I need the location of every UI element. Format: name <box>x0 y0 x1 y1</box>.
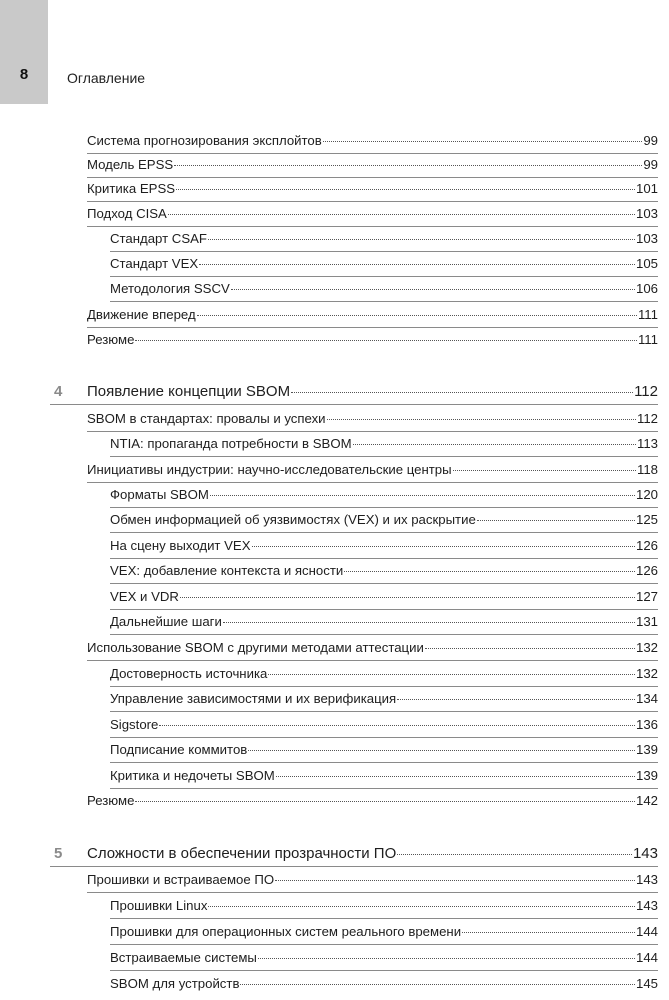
toc-entry-title: SBOM в стандартах: провалы и успехи <box>87 411 326 426</box>
toc-entry-title: Появление концепции SBOM <box>87 383 291 400</box>
toc-entry <box>87 132 658 150</box>
toc-entry-title: Стандарт CSAF <box>110 231 207 246</box>
toc-entry-page: 103 <box>635 206 658 221</box>
dot-leader <box>327 419 636 420</box>
toc-entry-title: Движение вперед <box>87 307 196 322</box>
toc-entry-title: Методология SSCV <box>110 281 230 296</box>
toc-entry <box>87 331 658 349</box>
dot-leader <box>180 597 635 598</box>
toc-entry-page: 144 <box>635 950 658 965</box>
toc-entry <box>87 639 658 657</box>
toc-entry-page: 120 <box>635 487 658 502</box>
dot-leader <box>291 392 633 393</box>
dot-leader <box>208 906 635 907</box>
toc-entry-page: 118 <box>636 462 658 477</box>
entry-separator <box>50 404 658 405</box>
dot-leader <box>231 289 635 290</box>
toc-entry-page: 142 <box>635 793 658 808</box>
toc-entry-page: 139 <box>635 742 658 757</box>
toc-entry-page: 103 <box>635 231 658 246</box>
dot-leader <box>323 141 643 142</box>
toc-entry <box>87 461 658 479</box>
entry-separator <box>110 788 658 789</box>
toc-entry-title: Достоверность источника <box>110 666 268 681</box>
dot-leader <box>462 932 635 933</box>
toc-entry-title: Инициативы индустрии: научно-исследовательские центры <box>87 462 452 477</box>
entry-separator <box>110 583 658 584</box>
toc-entry <box>110 767 658 785</box>
toc-entry-page: 143 <box>635 898 658 913</box>
toc-entry <box>87 410 658 428</box>
toc-entry-title: Система прогнозирования эксплойтов <box>87 133 322 148</box>
dot-leader <box>477 520 635 521</box>
page-number: 8 <box>19 66 29 83</box>
entry-separator <box>110 532 658 533</box>
toc-entry <box>110 716 658 734</box>
entry-separator <box>110 762 658 763</box>
entry-separator <box>87 327 658 328</box>
toc-entry-page: 111 <box>637 332 658 347</box>
entry-separator <box>87 177 658 178</box>
entry-separator <box>87 892 658 893</box>
toc-entry-title: Обмен информацией об уязвимостях (VEX) и их раскрытие <box>110 512 476 527</box>
toc-entry-page: 145 <box>635 976 658 991</box>
toc-entry-page: 101 <box>635 181 658 196</box>
dot-leader <box>223 622 635 623</box>
entry-separator <box>110 737 658 738</box>
toc-entry-page: 112 <box>636 411 658 426</box>
dot-leader <box>176 189 635 190</box>
toc-entry-page: 99 <box>643 133 658 148</box>
toc-entry-page: 134 <box>635 691 658 706</box>
toc-entry <box>110 690 658 708</box>
toc-entry-page: 136 <box>635 717 658 732</box>
toc-entry-title: Прошивки и встраиваемое ПО <box>87 872 275 887</box>
toc-entry-page: 132 <box>635 666 658 681</box>
entry-separator <box>110 686 658 687</box>
running-title: Оглавление <box>67 70 146 86</box>
entry-separator <box>87 431 658 432</box>
dot-leader <box>276 776 635 777</box>
toc-entry-page: 131 <box>635 614 658 629</box>
toc-entry-title: Критика и недочеты SBOM <box>110 768 275 783</box>
entry-separator <box>110 507 658 508</box>
entry-separator <box>110 918 658 919</box>
dot-leader <box>159 725 635 726</box>
entry-separator <box>50 866 658 867</box>
toc-entry-title: NTIA: пропаганда потребности в SBOM <box>110 436 352 451</box>
toc-entry-title: SBOM для устройств <box>110 976 240 991</box>
dot-leader <box>258 958 635 959</box>
toc-entry <box>110 741 658 759</box>
dot-leader <box>199 264 635 265</box>
toc-entry <box>110 975 658 993</box>
entry-separator <box>87 482 658 483</box>
toc-entry <box>110 613 658 631</box>
dot-leader <box>453 470 636 471</box>
toc-entry-page: 105 <box>635 256 658 271</box>
dot-leader <box>208 239 635 240</box>
dot-leader <box>275 880 635 881</box>
toc-entry-page: 99 <box>643 157 658 172</box>
toc-entry-title: Критика EPSS <box>87 181 176 196</box>
toc-entry <box>87 180 658 198</box>
toc-entry-title: Управление зависимостями и их верификация <box>110 691 397 706</box>
entry-separator <box>110 970 658 971</box>
chapter-number: 4 <box>54 383 63 400</box>
toc-entry <box>110 486 658 504</box>
entry-separator <box>87 153 658 154</box>
dot-leader <box>135 340 637 341</box>
toc-entry-title: На сцену выходит VEX <box>110 538 251 553</box>
toc-entry-title: Модель EPSS <box>87 157 174 172</box>
entry-separator <box>87 226 658 227</box>
toc-entry <box>87 871 658 889</box>
toc-entry <box>110 280 658 298</box>
toc-entry <box>87 792 658 810</box>
entry-separator <box>110 711 658 712</box>
dot-leader <box>248 750 635 751</box>
toc-entry <box>110 255 658 273</box>
dot-leader <box>268 674 635 675</box>
toc-entry <box>110 435 658 453</box>
toc-entry-title: Встраиваемые системы <box>110 950 257 965</box>
entry-separator <box>110 558 658 559</box>
entry-separator <box>110 634 658 635</box>
toc-entry-title: VEX и VDR <box>110 589 179 604</box>
toc-entry-page: 126 <box>635 538 658 553</box>
toc-entry-page: 143 <box>632 845 658 862</box>
toc-entry <box>110 897 658 915</box>
toc-entry-title: Дальнейшие шаги <box>110 614 222 629</box>
dot-leader <box>353 444 636 445</box>
entry-separator <box>110 609 658 610</box>
toc-entry-page: 127 <box>635 589 658 604</box>
toc-entry-page: 125 <box>635 512 658 527</box>
toc-entry <box>110 562 658 580</box>
entry-separator <box>110 456 658 457</box>
toc-entry-title: Прошивки для операционных систем реального времени <box>110 924 462 939</box>
toc-entry-title: Прошивки Linux <box>110 898 208 913</box>
entry-separator <box>87 201 658 202</box>
toc-entry <box>110 949 658 967</box>
dot-leader <box>425 648 635 649</box>
dot-leader <box>135 801 635 802</box>
toc-entry <box>110 923 658 941</box>
dot-leader <box>210 495 635 496</box>
dot-leader <box>252 546 635 547</box>
entry-separator <box>110 301 658 302</box>
toc-entry-page: 113 <box>636 436 658 451</box>
toc-entry-title: Использование SBOM с другими методами аттестации <box>87 640 424 655</box>
dot-leader <box>240 984 635 985</box>
entry-separator <box>87 660 658 661</box>
toc-entry <box>87 156 658 174</box>
toc-entry-page: 143 <box>635 872 658 887</box>
toc-entry-title: Сложности в обеспечении прозрачности ПО <box>87 845 397 862</box>
toc-entry-title: Sigstore <box>110 717 159 732</box>
toc-chapter-entry <box>87 845 658 863</box>
toc-entry <box>110 511 658 529</box>
toc-entry-title: Подход CISA <box>87 206 167 221</box>
entry-separator <box>110 276 658 277</box>
page-number-tab <box>0 0 48 104</box>
chapter-number: 5 <box>54 845 63 862</box>
toc-entry-page: 111 <box>637 307 658 322</box>
toc-entry-page: 139 <box>635 768 658 783</box>
toc-chapter-entry <box>87 383 658 401</box>
toc-entry <box>110 588 658 606</box>
dot-leader <box>397 699 635 700</box>
dot-leader <box>197 315 637 316</box>
toc-entry <box>87 306 658 324</box>
toc-entry-title: Резюме <box>87 332 135 347</box>
dot-leader <box>168 214 635 215</box>
toc-entry <box>110 665 658 683</box>
toc-entry <box>110 537 658 555</box>
dot-leader <box>397 854 632 855</box>
dot-leader <box>174 165 642 166</box>
dot-leader <box>344 571 635 572</box>
toc-entry-page: 112 <box>634 383 658 400</box>
entry-separator <box>110 251 658 252</box>
toc-entry-title: Стандарт VEX <box>110 256 199 271</box>
toc-entry <box>87 205 658 223</box>
toc-entry-page: 106 <box>635 281 658 296</box>
toc-entry-page: 144 <box>635 924 658 939</box>
entry-separator <box>110 944 658 945</box>
toc-entry-title: VEX: добавление контекста и ясности <box>110 563 344 578</box>
toc-entry <box>110 230 658 248</box>
toc-entry-title: Подписание коммитов <box>110 742 248 757</box>
toc-entry-page: 126 <box>635 563 658 578</box>
toc-entry-title: Форматы SBOM <box>110 487 209 502</box>
toc-entry-title: Резюме <box>87 793 135 808</box>
toc-entry-page: 132 <box>635 640 658 655</box>
